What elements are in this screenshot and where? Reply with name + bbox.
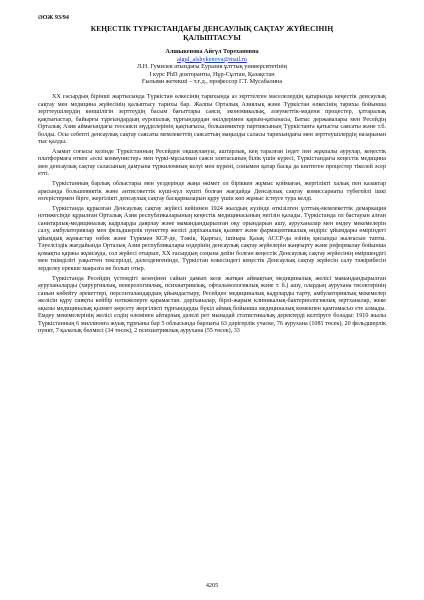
author-block [38, 48, 386, 86]
body-paragraph: Түркістанның барлық облыстары мен уездерінде жаңа өкімет ол біріккен жұмыс қоймаған, жергілікті халық пен казактар арасында большевиктік және антисоветтік күші-күл күшті болған жағдайда Денсаулық сақтау комиссариаты түбегейлі ішкі өзгерістермен бірге, жергілікті денсаулық сақтау басқармаларын құру үшін көп жұмыс істеуге тура келді. [38, 180, 386, 203]
author-affiliation: Л.Н. Гумилев атындағы Еуразия ұлттық университетінің [137, 63, 287, 71]
author-email-link[interactable]: aigul_alshykenova@mail.ru [177, 55, 247, 63]
article-body [38, 94, 386, 336]
body-paragraph: ХХ ғасырдың бірінші жартысында Түркістан өлкесінің тарихында аз зерттелген мәселелердің қатарында кеңестік денсаулық сақтау мен медицина жүйесінің қалыптасу тарихы бар. Жалпы Орталық Азиялық және Түркістан өлкесінің тарихы бойынша зерттеушілердің көпшілігін зерттеудің басым бағыттары саяси, экономикалық, әлеуметтік-мәдени процестер, ұлтаралық қақтығыстар, байырғы тұрғындардың еуропалық тұрғындардан өкілдерімен қарым-қатынасы, Батыс державалары мен Ресейдің Орталық Азия аймағындағы геосаяси мүдделерінің қақтығысы, большевиктер партиясының Түркістанға қатысты саясаты және т.б. болды. Осы себепті денсаулық сақтау саясаты мемлекеттің саясаттың маңызды саласы тарихындағы мен зерттеушілердің назарынан тыс қалды. [38, 93, 386, 146]
body-paragraph: Азамат соғысы кезінде Түркістанның Ресейден оқшаулануы, аштарлық, кең таралған індет пен жұқпалы аурулар, кеңестік платформаға өткен «ескі коммунистер» мен түркі-мұсылман саяси элитасының білік үшін күресі, Түркістандағы кеңестік медицина мен денсаулық сақтау саласының дамуына түркиломның келуі мен күрені, сонымен қатар басқа да көптеген процестер тікелей әсер етті. [38, 148, 386, 178]
article-title-line2: ҚАЛЫПТАСУЫ [183, 33, 241, 42]
author-position: I курс PhD докторанты, Нұр-Сұлтан, Қазақстан [149, 70, 275, 78]
article-title-line1: КЕҢЕСТІК ТҮРКІСТАНДАҒЫ ДЕНСАУЛЫҚ САҚТАУ ЖҮЙЕСІНІҢ [90, 24, 334, 33]
body-paragraph: Түркістанда құрылған Денсаулық сақтау жүйесі кейіннен 1924 жылдың күзінде өткізілген ұлттық-мемлекеттік демаркация нәтижесінде құрылған Орталық Азия республикаларының кеңестік медицинасының негізін қалады. Түркістанда ол бастауын алған санитарлық-медициналық кадрларды даярлау және мамандандырылған оқу орындарын ашу, ауруханалар мен емдеу мекемелерін салу, амбулаториялар мен фельдшерлік пункттер желісі дәріханалық қызмет және фармацевтикалық өндіріс ұйымдары өміріндегі ұйымдық жұмыстар өзбек және Түркмен КСР-де, Тәжік, Қырғыз, ішінара Қазақ АССР-да өзінің қисынды жалғасын тапты. Тәуелсіздік жағдайында Орталық Азия республикалары өздерінің денсаулық сақтау жүйелерін жаңғырту және реформалау бойынша қомақты қаржы жұмсауда, сол жүйесі отырып, ХХ ғасырдың соңына дейін болған кеңестік Денсаулық сақтау жүйесінің өміршеңдігі мен тиімділігі уақыттен тексерілді, дәлелденгенінде, Түркістан өлкесіндегі кеңестік Денсаулық сақтау жүйесін салу тәжірибесін зерделеу ерекше маңызға ие болып отыр. [38, 205, 386, 272]
udc-code: ӘОЖ 93/94 [38, 14, 69, 21]
author-name: Алшыкенова Айгүл Торехановна [165, 48, 259, 55]
author-supervisor: Ғылыми жетекші – т.ғ.д., профессор Г.Т. Мусабалина [141, 78, 283, 86]
article-title [38, 24, 386, 42]
body-paragraph: Түркістанда Ресейдің үстемдігі кезеңінен сайын дамып келе жатқан аймақтың медициналық желісі мамандандырылған ауруханаларды (хирургиялық, венерологиялық, психиатриялық, офтальмологиялық және т. б.) ашу, олардың аурухана төсектерінің санын көбейту әрекеттері, персонталандардың ұйымдастыру, Ресейден медициналық кадрларды тарту, амбулаториялық мекемелер желісін құру сияқты кейбір нәтижелерге қарамастан. дәріханалар, бірлі-жарым клиникалық-бактериологиялық зертханалар, жеке ақылы медициналық қызмет көрсету жергілікті тұрғындарды бүкіл аймақ бойынша медициналық көмекпен қамтамасыз ете алмады. Емдеу мекемелерінің желісі елдің өлемінен айтарлық дәлелі рет мынадай статистикалық деректерді келтіруге болады: 1910 жылы Түркістанның 6 миллионға жуық тұрғыны бар 5 облысында барлығы 63 дәрігерлік учаске, 76 аурухана (1081 төсек), 20 фельдшерлік пункт, 7 қалалық бөлмесі (34 төсек), 2 психиатриялық аурухана (55 төсек), 33 [38, 275, 386, 335]
page-number: 4205 [205, 582, 219, 589]
